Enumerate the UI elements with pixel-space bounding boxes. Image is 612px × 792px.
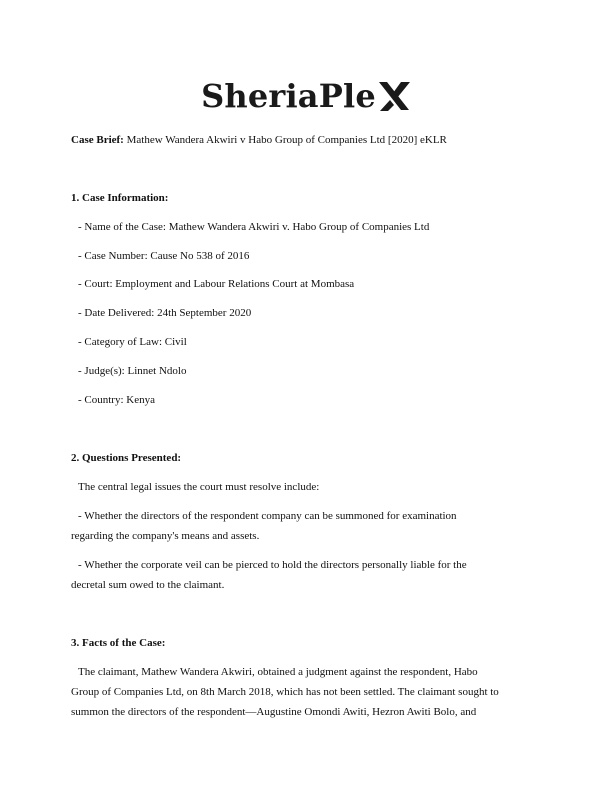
case-brief-title: Mathew Wandera Akwiri v Habo Group of Companies Ltd [2020] eKLR	[126, 134, 447, 146]
category-item: - Category of Law: Civil	[78, 336, 187, 348]
date-delivered-item: - Date Delivered: 24th September 2020	[78, 307, 252, 319]
facts-line-2: Group of Companies Ltd, on 8th March 2018, which has not been settled. The claimant sought to	[71, 686, 499, 698]
judge-item: - Judge(s): Linnet Ndolo	[78, 365, 187, 377]
x-letter-logo-icon	[377, 78, 411, 114]
case-brief-label: Case Brief:	[71, 134, 124, 146]
logo-text: SheriaPle	[201, 77, 376, 115]
court-item: - Court: Employment and Labour Relations Court at Mombasa	[78, 278, 355, 290]
country-item: - Country: Kenya	[78, 394, 155, 406]
case-info-heading: 1. Case Information:	[71, 192, 169, 204]
question-2-line-1: - Whether the corporate veil can be pierced to hold the directors personally liable for the	[78, 559, 467, 571]
facts-line-3: summon the directors of the respondent—Augustine Omondi Awiti, Hezron Awiti Bolo, and	[71, 706, 477, 718]
facts-line-1: The claimant, Mathew Wandera Akwiri, obtained a judgment against the respondent, Habo	[78, 666, 478, 678]
case-name-item: - Name of the Case: Mathew Wandera Akwiri v. Habo Group of Companies Ltd	[78, 221, 430, 233]
question-1-line-2: regarding the company's means and assets.	[71, 530, 260, 542]
question-1-line-1: - Whether the directors of the respondent company can be summoned for examination	[78, 510, 457, 522]
case-brief-line	[71, 133, 541, 147]
questions-heading: 2. Questions Presented:	[71, 452, 182, 464]
case-number-item: - Case Number: Cause No 538 of 2016	[78, 250, 250, 262]
facts-heading: 3. Facts of the Case:	[71, 637, 166, 649]
question-2-line-2: decretal sum owed to the claimant.	[71, 579, 225, 591]
sheriaplex-logo	[0, 78, 612, 114]
questions-intro: The central legal issues the court must resolve include:	[78, 481, 320, 493]
